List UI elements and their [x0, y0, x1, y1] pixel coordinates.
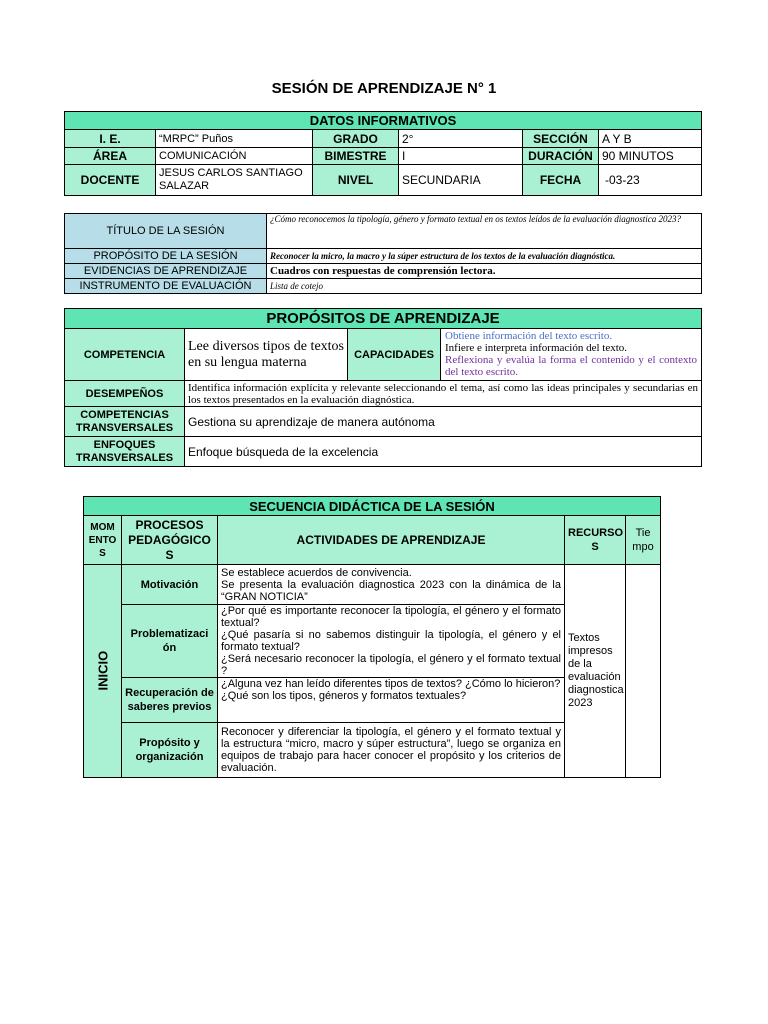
competencias-transversales-value: Gestiona su aprendizaje de manera autónoma — [185, 407, 702, 437]
desempenos-value: Identifica información explícita y relevante seleccionando el tema, así como las ideas principales y secundarias en los textos presentados en la evaluación diagnóstica. — [185, 381, 702, 407]
proposito-sesion-label: PROPÓSITO DE LA SESIÓN — [65, 249, 267, 264]
datos-header: DATOS INFORMATIVOS — [65, 112, 702, 130]
propositos-table — [64, 308, 702, 467]
secuencia-table — [83, 496, 661, 778]
actividad-line: ¿Qué pasaría si no sabemos distinguir la tipología, el género y el formato textual? — [221, 629, 561, 653]
fecha-value: -03-23 — [599, 165, 702, 196]
actividad-line: ¿Alguna vez han leído diferentes tipos de textos? ¿Cómo lo hicieron? — [221, 678, 561, 690]
capacidad-2: Infiere e interpreta información del texto. — [445, 342, 628, 354]
capacidades-list — [441, 329, 702, 381]
actividad-problematizacion — [218, 605, 565, 678]
proposito-sesion-value: Reconocer la micro, la macro y la súper estructura de los textos de la evaluación diagnóstica. — [267, 249, 702, 264]
competencia-label: COMPETENCIA — [65, 329, 185, 381]
proceso-proposito: Propósito y organización — [122, 723, 218, 778]
nivel-label: NIVEL — [313, 165, 399, 196]
duracion-value: 90 MINUTOS — [599, 148, 702, 165]
recursos-value: Textos impresos de la evaluación diagnostica 2023 — [565, 565, 626, 778]
evidencias-label: EVIDENCIAS DE APRENDIZAJE — [65, 264, 267, 279]
capacidades-label: CAPACIDADES — [348, 329, 441, 381]
actividad-line: ¿Por qué es importante reconocer la tipología, el género y el formato textual? — [221, 605, 561, 629]
enfoques-transversales-label: ENFOQUES TRANSVERSALES — [65, 437, 185, 467]
ie-value: “MRPC” Puños — [156, 130, 313, 148]
instrumento-label: INSTRUMENTO DE EVALUACIÓN — [65, 279, 267, 294]
col-actividades: ACTIVIDADES DE APRENDIZAJE — [218, 516, 565, 565]
instrumento-value: Lista de cotejo — [267, 279, 702, 294]
actividad-line: Se presenta la evaluación diagnostica 2023 con la dinámica de la “GRAN NOTICIA” — [221, 578, 561, 603]
momento-inicio — [84, 565, 122, 778]
propositos-header: PROPÓSITOS DE APRENDIZAJE — [65, 309, 702, 329]
col-recursos: RECURSO S — [565, 516, 626, 565]
bimestre-value: I — [399, 148, 523, 165]
tiempo-value — [626, 565, 661, 778]
actividad-line: Se establece acuerdos de convivencia. — [221, 566, 412, 579]
desempenos-label: DESEMPEÑOS — [65, 381, 185, 407]
proceso-recuperacion: Recuperación de saberes previos — [122, 678, 218, 723]
area-value: COMUNICACIÓN — [156, 148, 313, 165]
area-label: ÁREA — [65, 148, 156, 165]
actividad-line: Reconocer y diferenciar la tipología, el género y el formato textual y la estructura “micro, macro y súper estructura”, luego se organiza en equipos de trabajo para hacer conocer el propósito y los criterios de evaluación. — [221, 726, 561, 774]
docente-label: DOCENTE — [65, 165, 156, 196]
capacidad-1: Obtiene información del texto escrito. — [445, 330, 613, 342]
col-tiempo: Tie mpo — [626, 516, 661, 565]
titulo-sesion-label: TÍTULO DE LA SESIÓN — [65, 214, 267, 249]
proceso-motivacion: Motivación — [122, 565, 218, 605]
actividad-line: ¿Qué son los tipos, géneros y formatos textuales? — [221, 690, 467, 702]
seccion-value: A Y B — [599, 130, 702, 148]
enfoques-transversales-value: Enfoque búsqueda de la excelencia — [185, 437, 702, 467]
bimestre-label: BIMESTRE — [313, 148, 399, 165]
competencia-value: Lee diversos tipos de textos en su lengua materna — [185, 329, 348, 381]
grado-value: 2° — [399, 130, 523, 148]
competencias-transversales-label: COMPETENCIAS TRANSVERSALES — [65, 407, 185, 437]
titulo-sesion-value: ¿Cómo reconocemos la tipología, género y formato textual en os textos leídos de la evaluación diagnostica 2023? — [267, 214, 702, 249]
grado-label: GRADO — [313, 130, 399, 148]
page-title: SESIÓN DE APRENDIZAJE N° 1 — [271, 80, 497, 97]
evidencias-value: Cuadros con respuestas de comprensión lectora. — [267, 264, 702, 279]
actividad-line: ¿Será necesario reconocer la tipología, el género y el formato textual ? — [221, 653, 561, 677]
fecha-label: FECHA — [523, 165, 599, 196]
proceso-problematizacion: Problematizaci ón — [122, 605, 218, 678]
nivel-value: SECUNDARIA — [399, 165, 523, 196]
sesion-info-table — [64, 213, 702, 294]
secuencia-header: SECUENCIA DIDÁCTICA DE LA SESIÓN — [84, 497, 661, 516]
col-momentos: MOM ENTO S — [84, 516, 122, 565]
seccion-label: SECCIÓN — [523, 130, 599, 148]
actividad-recuperacion — [218, 678, 565, 723]
duracion-label: DURACIÓN — [523, 148, 599, 165]
capacidad-3: Reflexiona y evalúa la forma el contenido y el contexto del texto escrito. — [445, 354, 698, 378]
docente-value: JESUS CARLOS SANTIAGO SALAZAR — [156, 165, 313, 196]
col-procesos: PROCESOS PEDAGÓGICO S — [122, 516, 218, 565]
actividad-motivacion — [218, 565, 565, 605]
momento-inicio-label: INICIO — [95, 650, 111, 690]
datos-informativos-table — [64, 111, 702, 196]
actividad-proposito — [218, 723, 565, 778]
ie-label: I. E. — [65, 130, 156, 148]
